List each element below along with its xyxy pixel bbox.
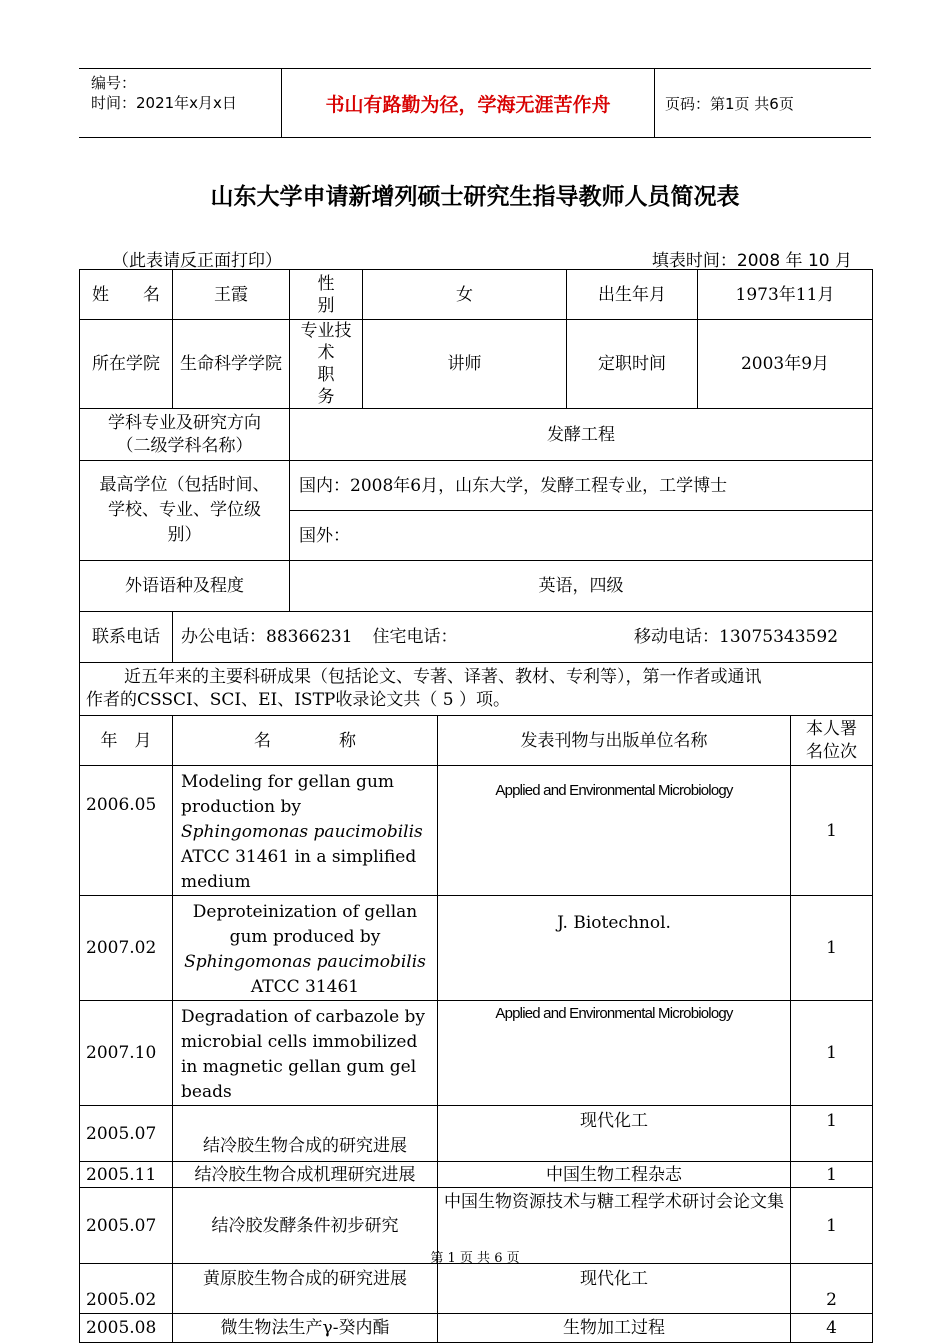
row-pub: 生物加工过程: [438, 1314, 791, 1343]
row-date: 2005.02: [80, 1264, 173, 1314]
row-rank: 1: [791, 1162, 873, 1188]
degree-label-line3: 别）: [167, 525, 202, 545]
birth-value: 1973年11月: [698, 270, 873, 320]
title-part: Deproteinization of gellan gum produced by: [192, 902, 418, 947]
row-rank: 1: [791, 896, 873, 1001]
row-pub: Applied and Environmental Microbiology: [438, 1001, 791, 1106]
header-left: [91, 73, 237, 113]
fill-date: 填表时间：2008 年 10 月: [651, 251, 852, 271]
row-rank: 1: [791, 1188, 873, 1264]
table-row: [80, 1162, 873, 1188]
row-pub: 现代化工: [438, 1106, 791, 1162]
phone-label: 联系电话: [80, 612, 173, 663]
title-part: Modeling for gellan gum production by: [181, 772, 395, 817]
research-intro-line2: 作者的CSSCI、SCI、EI、ISTP收录论文共（ 5 ）项。: [86, 690, 510, 710]
row-title: 结冷胶生物合成的研究进展: [173, 1106, 438, 1162]
row-language: [80, 561, 873, 612]
college-label: 所在学院: [80, 320, 173, 409]
table-row: [80, 896, 873, 1001]
appoint-value: 2003年9月: [698, 320, 873, 409]
row-basic-2: [80, 320, 873, 409]
title-species: Sphingomonas paucimobilis: [184, 952, 426, 972]
table-row: [80, 1314, 873, 1343]
row-title: Degradation of carbazole by microbial cells immobilized in magnetic gellan gum gel beads: [173, 1001, 438, 1106]
degree-label: [80, 461, 290, 561]
title-part: ATCC 31461: [250, 977, 360, 997]
col-name: 名 称: [173, 716, 438, 766]
page-footer: 第 1 页 共 6 页: [430, 1251, 520, 1266]
row-date: 2007.10: [80, 1001, 173, 1106]
major-value: 发酵工程: [290, 409, 873, 461]
row-date: 2005.11: [80, 1162, 173, 1188]
row-date: 2005.08: [80, 1314, 173, 1343]
row-pub: 中国生物工程杂志: [438, 1162, 791, 1188]
research-intro: [80, 663, 873, 716]
row-title: 微生物法生产γ-癸内酯: [173, 1314, 438, 1343]
col-rank-line1: 本人署: [806, 718, 857, 739]
col-pub: 发表刊物与出版单位名称: [438, 716, 791, 766]
title-species: Sphingomonas paucimobilis: [181, 822, 423, 842]
major-label-line2: （二级学科名称）: [116, 435, 253, 456]
row-title: [173, 896, 438, 1001]
research-header-row: [80, 716, 873, 766]
phone-values: [173, 612, 873, 663]
table-row: [80, 1264, 873, 1314]
header-page-info: 页码：第1页 共6页: [665, 94, 794, 113]
col-rank-line2: 名位次: [806, 741, 857, 762]
name-value: 王霞: [173, 270, 290, 320]
row-title: 结冷胶生物合成机理研究进展: [173, 1162, 438, 1188]
research-intro-line1: 近五年来的主要科研成果（包括论文、专著、译著、教材、专利等），第一作者或通讯: [124, 667, 762, 687]
row-title: 结冷胶发酵条件初步研究: [173, 1188, 438, 1264]
degree-abroad: 国外：: [290, 511, 873, 561]
row-pub: J. Biotechnol.: [438, 896, 791, 1001]
position-label: [290, 320, 369, 409]
doc-number: 编号：: [91, 74, 137, 92]
degree-label-line1: 最高学位（包括时间、: [99, 475, 270, 495]
row-pub: 中国生物资源技术与糖工程学术研讨会论文集: [438, 1188, 791, 1264]
row-rank: 4: [791, 1314, 873, 1343]
position-value: 讲师: [363, 320, 567, 409]
row-date: 2006.05: [80, 766, 173, 896]
row-date: 2005.07: [80, 1106, 173, 1162]
table-row: [80, 1001, 873, 1106]
col-year: 年 月: [80, 716, 173, 766]
degree-label-line2: 学校、专业、学位级: [108, 500, 261, 520]
gender-value: 女: [363, 270, 567, 320]
page-title: 山东大学申请新增列硕士研究生指导教师人员简况表: [210, 184, 740, 210]
appoint-label: 定职时间: [567, 320, 698, 409]
row-title: [173, 766, 438, 896]
print-note: （此表请反正面打印）: [112, 251, 282, 271]
row-phone: [80, 612, 873, 663]
birth-label: 出生年月: [567, 270, 698, 320]
table-row: [80, 766, 873, 896]
row-rank: 1: [791, 766, 873, 896]
office-phone: 办公电话：88366231: [181, 627, 353, 647]
profile-table: [79, 269, 873, 1343]
major-label: [80, 409, 290, 461]
row-major: [80, 409, 873, 461]
row-rank: 2: [791, 1264, 873, 1314]
row-rank: 1: [791, 1001, 873, 1106]
name-label: 姓 名: [80, 270, 173, 320]
mobile-phone: 移动电话：13075343592: [634, 627, 839, 647]
col-rank: [791, 716, 873, 766]
row-research-intro: [80, 663, 873, 716]
row-rank: 1: [791, 1106, 873, 1162]
gender-label: 性 别: [290, 270, 363, 320]
degree-domestic: 国内：2008年6月，山东大学，发酵工程专业，工学博士: [290, 461, 873, 511]
table-row: [80, 1106, 873, 1162]
row-basic-1: [80, 270, 873, 320]
title-part: ATCC 31461 in a simplified medium: [181, 847, 417, 892]
row-pub: 现代化工: [438, 1264, 791, 1314]
row-degree-domestic: [80, 461, 873, 511]
row-title: 黄原胶生物合成的研究进展: [173, 1264, 438, 1314]
row-date: 2007.02: [80, 896, 173, 1001]
position-label-line1: 专业技术: [300, 321, 352, 363]
doc-time: 时间：2021年x月x日: [91, 94, 237, 112]
language-value: 英语，四级: [290, 561, 873, 612]
position-label-line2: 职 务: [317, 365, 369, 407]
home-phone: 住宅电话：: [372, 627, 458, 647]
college-value: 生命科学学院: [173, 320, 290, 409]
header-motto: 书山有路勤为径，学海无涯苦作舟: [281, 69, 655, 137]
language-label: 外语语种及程度: [80, 561, 290, 612]
row-pub: Applied and Environmental Microbiology: [438, 766, 791, 896]
page-header: [79, 68, 871, 138]
major-label-line1: 学科专业及研究方向: [108, 412, 261, 433]
row-date: 2005.07: [80, 1188, 173, 1264]
